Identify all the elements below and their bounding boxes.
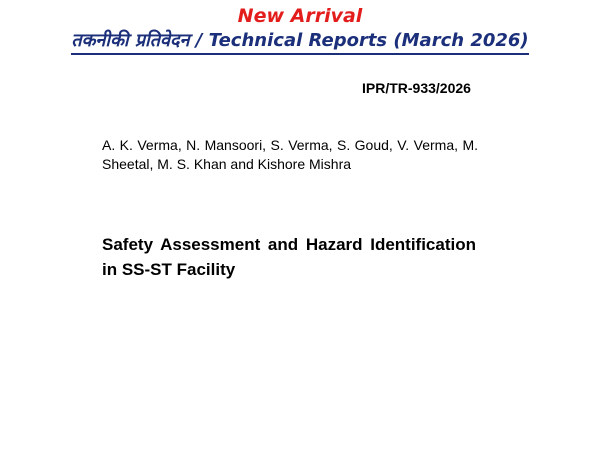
technical-reports-heading[interactable]: तकनीकी प्रतिवेदन / Technical Reports (March 2026) (71, 29, 528, 55)
author-list: A. K. Verma, N. Mansoori, S. Verma, S. Goud, V. Verma, M. Sheetal, M. S. Khan and Kishore Mishra (102, 137, 478, 172)
new-arrival-heading: New Arrival (237, 5, 363, 27)
report-number: IPR/TR-933/2026 (362, 80, 471, 96)
announcement-banner (0, 4, 600, 55)
report-title: Safety Assessment and Hazard Identification in SS-ST Facility (102, 235, 476, 279)
